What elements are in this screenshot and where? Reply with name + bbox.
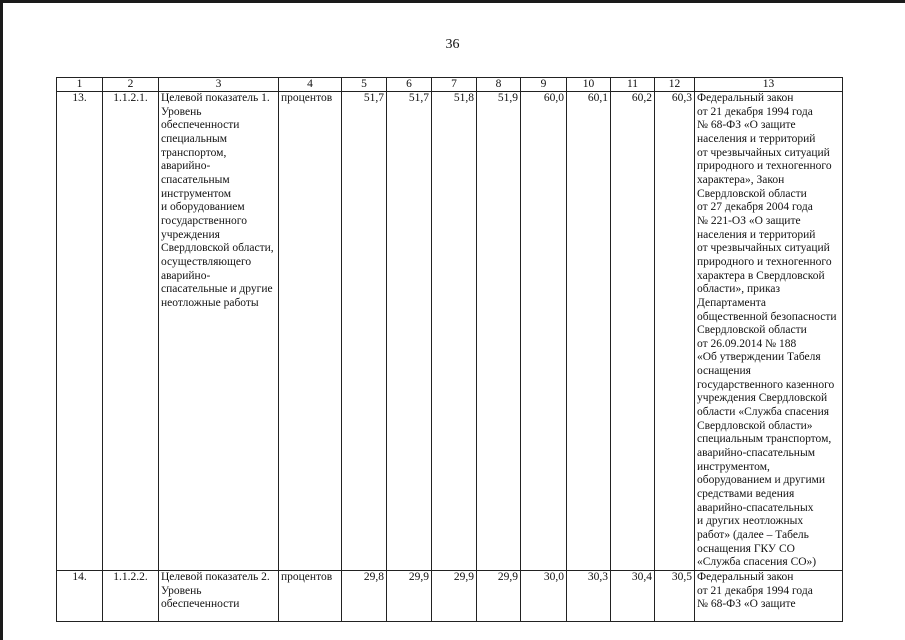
value-cell: 30,4 [611, 570, 655, 621]
header-cell: 13 [695, 78, 843, 92]
row-code-cell: 1.1.2.2. [103, 570, 159, 621]
header-cell: 10 [567, 78, 611, 92]
indicator-name-cell: Целевой показатель 1. Уровень обеспеченности специальным транспортом, аварийно- спасательным инструментом и оборудованием государственного учреждения Свердловской области, осуществляющего аварийно- спасательные и другие неотложные работы [159, 92, 279, 571]
row-number-cell: 13. [57, 92, 103, 571]
scan-border-left [0, 0, 3, 640]
value-cell: 30,3 [567, 570, 611, 621]
unit-cell: процентов [279, 570, 342, 621]
value-cell: 30,0 [521, 570, 567, 621]
header-cell: 3 [159, 78, 279, 92]
value-cell: 51,7 [342, 92, 387, 571]
value-cell: 29,9 [477, 570, 521, 621]
header-cell: 12 [655, 78, 695, 92]
table-row [57, 570, 843, 621]
value-cell: 60,1 [567, 92, 611, 571]
page-number: 36 [445, 37, 460, 52]
value-cell: 51,8 [432, 92, 477, 571]
value-cell: 60,3 [655, 92, 695, 571]
legal-basis-cell: Федеральный закон от 21 декабря 1994 года № 68-ФЗ «О защите [695, 570, 843, 621]
row-number-cell: 14. [57, 570, 103, 621]
indicator-name-cell: Целевой показатель 2. Уровень обеспеченности [159, 570, 279, 621]
legal-basis-cell: Федеральный закон от 21 декабря 1994 года № 68-ФЗ «О защите населения и территорий от чрезвычайных ситуаций природного и техногенного характера», Закон Свердловской области от 27 декабря 2004 года № 221-ОЗ «О защите населения и территорий от чрезвычайных ситуаций природного и техногенного характера в Свердловской области», приказ Департамента общественной безопасности Свердловской области от 26.09.2014 № 188 «Об утверждении Табеля оснащения государственного казенного учреждения Свердловской области «Служба спасения Свердловской области» специальным транспортом, аварийно-спасательным инструментом, оборудованием и другими средствами ведения аварийно-спасательных и других неотложных работ» (далее – Табель оснащения ГКУ СО «Служба спасения СО») [695, 92, 843, 571]
value-cell: 29,9 [387, 570, 432, 621]
table-row [57, 92, 843, 571]
header-cell: 7 [432, 78, 477, 92]
scan-border-top [0, 0, 905, 3]
row-code-cell: 1.1.2.1. [103, 92, 159, 571]
value-cell: 60,2 [611, 92, 655, 571]
value-cell: 30,5 [655, 570, 695, 621]
header-cell: 6 [387, 78, 432, 92]
header-cell: 8 [477, 78, 521, 92]
value-cell: 29,9 [432, 570, 477, 621]
value-cell: 60,0 [521, 92, 567, 571]
header-cell: 11 [611, 78, 655, 92]
value-cell: 29,8 [342, 570, 387, 621]
header-cell: 5 [342, 78, 387, 92]
header-cell: 4 [279, 78, 342, 92]
value-cell: 51,7 [387, 92, 432, 571]
unit-cell: процентов [279, 92, 342, 571]
indicator-table [56, 77, 843, 622]
table-header-row [57, 78, 843, 92]
header-cell: 9 [521, 78, 567, 92]
value-cell: 51,9 [477, 92, 521, 571]
header-cell: 2 [103, 78, 159, 92]
header-cell: 1 [57, 78, 103, 92]
